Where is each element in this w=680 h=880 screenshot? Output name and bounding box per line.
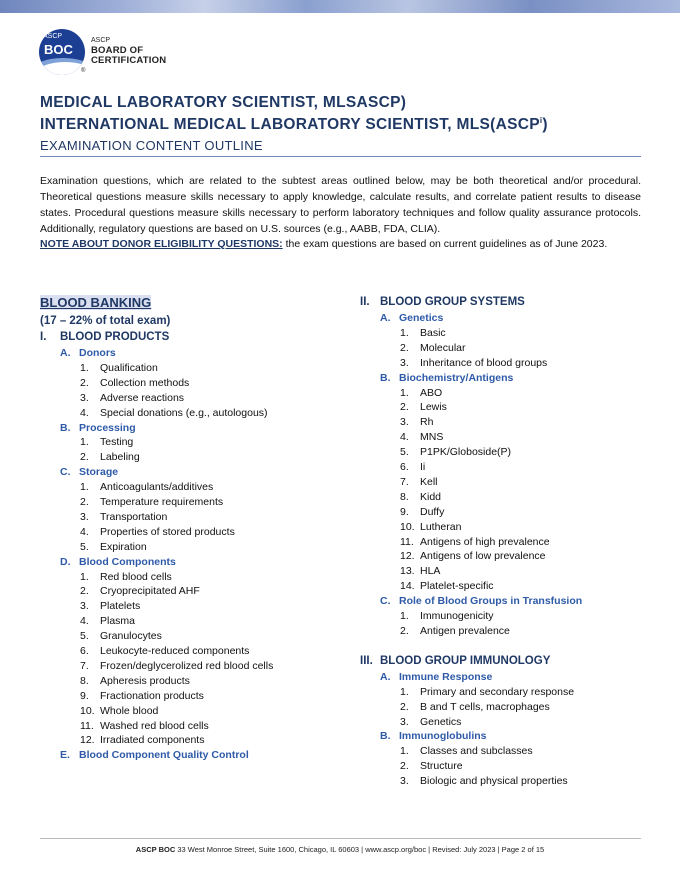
item-number: 6. <box>400 461 409 473</box>
item-number: 9. <box>80 689 89 702</box>
item-text: Primary and secondary response <box>420 685 575 698</box>
footer-org: ASCP BOC <box>135 845 176 854</box>
subsection-title: Biochemistry/Antigens <box>399 371 514 384</box>
item-text: Lutheran <box>420 520 462 533</box>
boc-logo <box>39 29 189 79</box>
item-text: Basic <box>420 326 446 339</box>
item-number: 7. <box>400 475 409 488</box>
item-number: 1. <box>400 745 409 758</box>
subsection-letter: A. <box>380 312 391 324</box>
subsection-title: Processing <box>79 421 136 434</box>
item-text: Plasma <box>100 615 136 628</box>
item-text: Structure <box>420 760 463 773</box>
subsection-title: Genetics <box>399 312 444 324</box>
item-number: 7. <box>80 659 89 672</box>
item-text: Platelet-specific <box>420 580 494 593</box>
item-number: 2. <box>80 451 89 464</box>
item-text: Classes and subclasses <box>420 745 533 758</box>
subsection-letter: A. <box>60 347 71 359</box>
item-number: 6. <box>80 645 89 657</box>
item-text: Qualification <box>100 361 158 374</box>
subsection-letter: B. <box>60 421 71 434</box>
subsection-title: Storage <box>79 466 119 479</box>
item-number: 1. <box>400 326 409 339</box>
item-text: Genetics <box>420 715 462 728</box>
item-text: Inheritance of blood groups <box>420 356 548 369</box>
item-text: Adverse reactions <box>100 391 185 404</box>
item-number: 5. <box>400 446 409 459</box>
logo-org-line1: BOARD OF <box>91 45 144 56</box>
item-number: 1. <box>400 610 409 622</box>
item-number: 10. <box>400 520 415 533</box>
item-number: 1. <box>400 685 409 698</box>
item-number: 2. <box>400 760 409 773</box>
subsection-title: Donors <box>79 347 116 359</box>
item-text: Immunogenicity <box>420 610 494 622</box>
item-number: 4. <box>80 525 89 538</box>
section-heading-text: BLOOD PRODUCTS <box>60 331 170 343</box>
page-subtitle: EXAMINATION CONTENT OUTLINE <box>40 138 263 153</box>
item-number: 2. <box>400 700 409 713</box>
subsection-letter: C. <box>380 595 391 608</box>
item-number: 3. <box>400 775 409 788</box>
item-text: Apheresis products <box>100 674 190 687</box>
item-text: Leukocyte-reduced components <box>100 645 250 657</box>
page-footer <box>0 845 680 854</box>
section-title: BLOOD BANKING <box>40 295 152 310</box>
item-number: 9. <box>400 505 409 518</box>
subsection-letter: E. <box>60 749 70 762</box>
item-text: Kell <box>420 475 438 488</box>
item-number: 13. <box>400 565 415 578</box>
item-text: Antigen prevalence <box>420 624 510 637</box>
subsection-letter: B. <box>380 371 391 384</box>
logo-registered-mark: ® <box>81 68 86 74</box>
item-number: 3. <box>80 510 89 523</box>
item-text: Testing <box>100 436 134 449</box>
subsection-letter: A. <box>380 670 391 683</box>
item-text: Molecular <box>420 341 466 354</box>
item-number: 4. <box>400 431 409 444</box>
item-number: 3. <box>400 715 409 728</box>
subsection-title: Role of Blood Groups in Transfusion <box>399 595 583 608</box>
item-number: 1. <box>80 361 89 374</box>
item-number: 8. <box>80 674 89 687</box>
item-text: Granulocytes <box>100 630 162 643</box>
item-text: Cryoprecipitated AHF <box>100 585 200 598</box>
roman-numeral: I. <box>40 331 47 343</box>
item-number: 5. <box>80 540 89 553</box>
item-number: 12. <box>80 734 95 747</box>
subsection-title: Blood Component Quality Control <box>79 749 249 762</box>
logo-ascp-small: ASCP <box>43 33 63 40</box>
logo-boc-text: BOC <box>44 42 73 57</box>
item-text: Irradiated components <box>100 734 205 747</box>
item-text: Kidd <box>420 490 442 503</box>
item-number: 11. <box>80 719 94 732</box>
section-heading-text: BLOOD GROUP IMMUNOLOGY <box>380 654 551 667</box>
header-divider <box>40 156 641 157</box>
item-text: ABO <box>420 386 443 399</box>
item-text: Antigens of high prevalence <box>420 535 550 548</box>
item-text: Fractionation products <box>100 689 204 702</box>
item-text: Collection methods <box>100 376 190 389</box>
item-number: 10. <box>80 704 95 717</box>
item-text: Labeling <box>100 451 140 464</box>
subsection-title: Blood Components <box>79 555 176 568</box>
item-text: Duffy <box>420 505 445 518</box>
item-text: Whole blood <box>100 704 159 717</box>
item-number: 1. <box>80 481 89 494</box>
item-number: 14. <box>400 580 415 593</box>
section-heading-text: BLOOD GROUP SYSTEMS <box>380 296 525 308</box>
subsection-letter: D. <box>60 555 71 568</box>
logo-org-small: ASCP <box>91 37 111 44</box>
item-number: 2. <box>400 401 409 414</box>
item-text: Red blood cells <box>100 570 172 583</box>
footer-text: 33 West Monroe Street, Suite 1600, Chicago, IL 60603 | www.ascp.org/boc | Revised: July 2023 | Page 2 of 15 <box>175 845 545 854</box>
item-text: Properties of stored products <box>100 525 235 538</box>
item-text: MNS <box>420 431 444 444</box>
subsection-title: Immunoglobulins <box>399 730 487 743</box>
donor-eligibility-note <box>40 236 641 252</box>
item-text: HLA <box>420 565 441 578</box>
item-number: 2. <box>400 341 409 354</box>
item-number: 8. <box>400 490 409 503</box>
item-number: 5. <box>80 630 89 643</box>
subsection-title: Immune Response <box>399 670 493 683</box>
item-text: Anticoagulants/additives <box>100 481 214 494</box>
item-text: P1PK/Globoside(P) <box>420 446 512 459</box>
item-text: Special donations (e.g., autologous) <box>100 406 268 419</box>
roman-numeral: II. <box>360 296 370 308</box>
item-text: Transportation <box>100 510 168 523</box>
item-text: Washed red blood cells <box>100 719 209 732</box>
item-number: 3. <box>80 600 89 613</box>
item-text: B and T cells, macrophages <box>420 700 550 713</box>
section-percent: (17 – 22% of total exam) <box>40 315 171 327</box>
item-number: 12. <box>400 550 415 563</box>
item-text: Platelets <box>100 600 141 613</box>
item-number: 4. <box>80 615 89 628</box>
item-number: 2. <box>80 376 89 389</box>
item-text: Biologic and physical properties <box>420 775 568 788</box>
logo-org-line2: CERTIFICATION <box>91 55 167 66</box>
item-number: 1. <box>400 386 409 399</box>
header-banner <box>0 0 680 13</box>
item-number: 11. <box>400 535 414 548</box>
item-text: Ii <box>420 461 426 473</box>
item-number: 2. <box>80 496 89 508</box>
intro-paragraph: Examination questions, which are related to the subtest areas outlined below, may be both theoretical and/or procedural. Theoretical questions measure skills necessary to apply knowledge, calculate results, and correlate patient results to disease states. Procedural questions measure skills necessary to perform laboratory techniques and follow quality assurance protocols. Additionally, regulatory questions are based on U.S. sources (e.g., AABB, FDA, CLIA). <box>40 175 641 235</box>
item-text: Temperature requirements <box>100 496 224 508</box>
item-text: Frozen/deglycerolized red blood cells <box>100 659 274 672</box>
item-number: 3. <box>400 416 409 429</box>
item-number: 3. <box>80 391 89 404</box>
note-label: NOTE ABOUT DONOR ELIGIBILITY QUESTIONS: <box>40 238 283 250</box>
footer-divider <box>40 838 641 839</box>
page-title-international: INTERNATIONAL MEDICAL LABORATORY SCIENTIST, MLS(ASCP$^i$) <box>40 116 548 134</box>
item-number: 3. <box>400 356 409 369</box>
item-text: Expiration <box>100 540 147 553</box>
item-number: 1. <box>80 436 89 449</box>
page-title: MEDICAL LABORATORY SCIENTIST, MLSASCP) <box>40 94 407 111</box>
subsection-letter: B. <box>380 730 391 743</box>
boc-logo-emblem <box>39 29 85 75</box>
subsection-letter: C. <box>60 466 71 479</box>
roman-numeral: III. <box>360 654 373 667</box>
item-number: 2. <box>80 585 89 598</box>
item-number: 4. <box>80 406 89 419</box>
note-text: the exam questions are based on current guidelines as of June 2023. <box>282 238 608 250</box>
item-text: Antigens of low prevalence <box>420 550 546 563</box>
item-text: Rh <box>420 416 434 429</box>
item-number: 2. <box>400 624 409 637</box>
item-text: Lewis <box>420 401 447 414</box>
item-number: 1. <box>80 570 89 583</box>
